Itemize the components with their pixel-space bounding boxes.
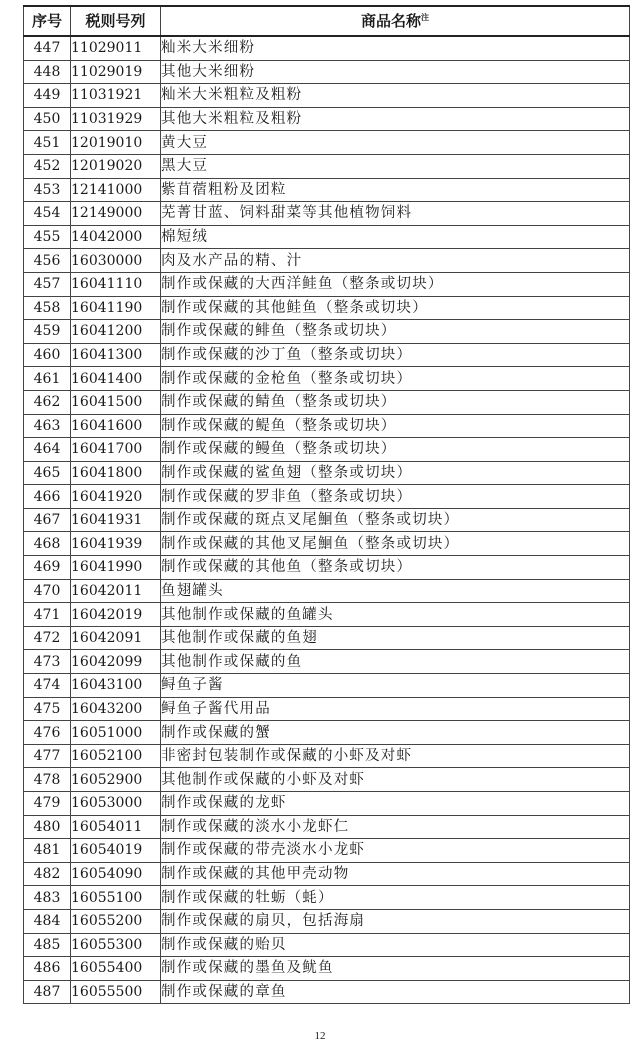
cell-commodity-name: 紫苜蓿粗粉及团粒: [161, 178, 630, 202]
table-row: [24, 154, 630, 178]
table-row: [24, 909, 630, 933]
cell-tariff-code: 16041920: [71, 485, 161, 509]
cell-tariff-code: 16055500: [71, 980, 161, 1004]
cell-tariff-code: 16054090: [71, 862, 161, 886]
cell-serial-number: 478: [24, 768, 71, 792]
cell-commodity-name: 非密封包装制作或保藏的小虾及对虾: [161, 744, 630, 768]
table-row: [24, 603, 630, 627]
cell-commodity-name: 制作或保藏的金枪鱼（整条或切块）: [161, 367, 630, 391]
cell-tariff-code: 12149000: [71, 202, 161, 226]
cell-commodity-name: 制作或保藏的牡蛎（蚝）: [161, 886, 630, 910]
cell-tariff-code: 16055200: [71, 909, 161, 933]
cell-serial-number: 484: [24, 909, 71, 933]
cell-tariff-code: 16041300: [71, 343, 161, 367]
cell-serial-number: 474: [24, 674, 71, 698]
cell-serial-number: 462: [24, 390, 71, 414]
table-row: [24, 650, 630, 674]
cell-commodity-name: 制作或保藏的墨鱼及鱿鱼: [161, 957, 630, 981]
cell-serial-number: 467: [24, 508, 71, 532]
header-serial-number: 序号: [24, 6, 71, 36]
cell-serial-number: 487: [24, 980, 71, 1004]
cell-tariff-code: 16042099: [71, 650, 161, 674]
cell-commodity-name: 制作或保藏的鲭鱼（整条或切块）: [161, 390, 630, 414]
cell-commodity-name: 制作或保藏的鳗鱼（整条或切块）: [161, 438, 630, 462]
cell-tariff-code: 16041800: [71, 461, 161, 485]
cell-serial-number: 475: [24, 697, 71, 721]
cell-tariff-code: 14042000: [71, 225, 161, 249]
cell-commodity-name: 其他制作或保藏的鱼翅: [161, 626, 630, 650]
cell-tariff-code: 16055300: [71, 933, 161, 957]
cell-tariff-code: 16043100: [71, 674, 161, 698]
cell-serial-number: 451: [24, 131, 71, 155]
cell-serial-number: 461: [24, 367, 71, 391]
cell-tariff-code: 12019020: [71, 154, 161, 178]
cell-commodity-name: 籼米大米细粉: [161, 36, 630, 60]
cell-serial-number: 453: [24, 178, 71, 202]
cell-commodity-name: 其他大米细粉: [161, 60, 630, 84]
table-row: [24, 508, 630, 532]
cell-tariff-code: 16041110: [71, 272, 161, 296]
table-row: [24, 202, 630, 226]
table-row: [24, 390, 630, 414]
cell-serial-number: 459: [24, 320, 71, 344]
cell-tariff-code: 11029019: [71, 60, 161, 84]
cell-tariff-code: 16052100: [71, 744, 161, 768]
cell-tariff-code: 16041500: [71, 390, 161, 414]
cell-tariff-code: 11031921: [71, 84, 161, 108]
table-row: [24, 532, 630, 556]
cell-commodity-name: 制作或保藏的其他鱼（整条或切块）: [161, 556, 630, 580]
table-row: [24, 131, 630, 155]
cell-commodity-name: 制作或保藏的罗非鱼（整条或切块）: [161, 485, 630, 509]
header-tariff-code: 税则号列: [71, 6, 161, 36]
table-row: [24, 697, 630, 721]
table-row: [24, 792, 630, 816]
table-row: [24, 272, 630, 296]
cell-serial-number: 469: [24, 556, 71, 580]
table-row: [24, 320, 630, 344]
cell-serial-number: 485: [24, 933, 71, 957]
table-header-row: [24, 6, 630, 36]
cell-commodity-name: 制作或保藏的其他叉尾鮰鱼（整条或切块）: [161, 532, 630, 556]
cell-serial-number: 468: [24, 532, 71, 556]
cell-tariff-code: 16042091: [71, 626, 161, 650]
cell-commodity-name: 其他制作或保藏的鱼罐头: [161, 603, 630, 627]
table-row: [24, 886, 630, 910]
cell-commodity-name: 制作或保藏的带壳淡水小龙虾: [161, 839, 630, 863]
cell-serial-number: 447: [24, 36, 71, 60]
cell-commodity-name: 其他制作或保藏的小虾及对虾: [161, 768, 630, 792]
table-row: [24, 343, 630, 367]
cell-commodity-name: 其他制作或保藏的鱼: [161, 650, 630, 674]
cell-tariff-code: 11031929: [71, 107, 161, 131]
cell-commodity-name: 制作或保藏的鲱鱼（整条或切块）: [161, 320, 630, 344]
cell-serial-number: 481: [24, 839, 71, 863]
cell-serial-number: 480: [24, 815, 71, 839]
cell-commodity-name: 棉短绒: [161, 225, 630, 249]
table-row: [24, 556, 630, 580]
cell-serial-number: 466: [24, 485, 71, 509]
cell-commodity-name: 鱼翅罐头: [161, 579, 630, 603]
table-row: [24, 862, 630, 886]
cell-serial-number: 452: [24, 154, 71, 178]
cell-serial-number: 463: [24, 414, 71, 438]
table-row: [24, 178, 630, 202]
cell-tariff-code: 16055100: [71, 886, 161, 910]
cell-commodity-name: 制作或保藏的贻贝: [161, 933, 630, 957]
table-row: [24, 744, 630, 768]
cell-serial-number: 483: [24, 886, 71, 910]
table-row: [24, 438, 630, 462]
header-commodity-name: [161, 6, 630, 36]
cell-serial-number: 456: [24, 249, 71, 273]
cell-tariff-code: 12141000: [71, 178, 161, 202]
cell-tariff-code: 16051000: [71, 721, 161, 745]
cell-serial-number: 458: [24, 296, 71, 320]
table-row: [24, 579, 630, 603]
cell-serial-number: 482: [24, 862, 71, 886]
cell-serial-number: 454: [24, 202, 71, 226]
table-row: [24, 249, 630, 273]
cell-tariff-code: 16041700: [71, 438, 161, 462]
cell-commodity-name: 肉及水产品的精、汁: [161, 249, 630, 273]
cell-tariff-code: 16055400: [71, 957, 161, 981]
cell-serial-number: 449: [24, 84, 71, 108]
cell-serial-number: 471: [24, 603, 71, 627]
header-note-mark: 注: [421, 13, 429, 22]
cell-tariff-code: 16053000: [71, 792, 161, 816]
cell-serial-number: 465: [24, 461, 71, 485]
cell-commodity-name: 制作或保藏的淡水小龙虾仁: [161, 815, 630, 839]
cell-serial-number: 473: [24, 650, 71, 674]
cell-tariff-code: 16041939: [71, 532, 161, 556]
cell-tariff-code: 16030000: [71, 249, 161, 273]
cell-tariff-code: 16052900: [71, 768, 161, 792]
cell-commodity-name: 芜菁甘蓝、饲料甜菜等其他植物饲料: [161, 202, 630, 226]
header-commodity-name-label: 商品名称: [360, 12, 421, 30]
cell-tariff-code: 16041600: [71, 414, 161, 438]
cell-commodity-name: 制作或保藏的扇贝，包括海扇: [161, 909, 630, 933]
cell-serial-number: 486: [24, 957, 71, 981]
cell-commodity-name: 黑大豆: [161, 154, 630, 178]
cell-tariff-code: 16041931: [71, 508, 161, 532]
cell-serial-number: 460: [24, 343, 71, 367]
cell-commodity-name: 其他大米粗粒及粗粉: [161, 107, 630, 131]
table-row: [24, 839, 630, 863]
cell-tariff-code: 16042019: [71, 603, 161, 627]
cell-commodity-name: 黄大豆: [161, 131, 630, 155]
table-row: [24, 36, 630, 60]
table-row: [24, 461, 630, 485]
cell-commodity-name: 制作或保藏的大西洋鲑鱼（整条或切块）: [161, 272, 630, 296]
cell-tariff-code: 16043200: [71, 697, 161, 721]
cell-commodity-name: 鲟鱼子酱: [161, 674, 630, 698]
cell-serial-number: 476: [24, 721, 71, 745]
cell-commodity-name: 制作或保藏的其他鲑鱼（整条或切块）: [161, 296, 630, 320]
cell-commodity-name: 制作或保藏的斑点叉尾鮰鱼（整条或切块）: [161, 508, 630, 532]
cell-tariff-code: 16041990: [71, 556, 161, 580]
cell-tariff-code: 12019010: [71, 131, 161, 155]
cell-serial-number: 450: [24, 107, 71, 131]
table-row: [24, 721, 630, 745]
table-row: [24, 980, 630, 1004]
cell-serial-number: 457: [24, 272, 71, 296]
cell-serial-number: 479: [24, 792, 71, 816]
cell-commodity-name: 制作或保藏的鳀鱼（整条或切块）: [161, 414, 630, 438]
cell-serial-number: 470: [24, 579, 71, 603]
cell-commodity-name: 籼米大米粗粒及粗粉: [161, 84, 630, 108]
table-row: [24, 485, 630, 509]
page-number: 12: [314, 1030, 326, 1042]
table-row: [24, 296, 630, 320]
table-row: [24, 414, 630, 438]
cell-commodity-name: 制作或保藏的章鱼: [161, 980, 630, 1004]
table-row: [24, 626, 630, 650]
cell-commodity-name: 制作或保藏的鲨鱼翅（整条或切块）: [161, 461, 630, 485]
table-row: [24, 768, 630, 792]
cell-commodity-name: 制作或保藏的蟹: [161, 721, 630, 745]
cell-tariff-code: 16054011: [71, 815, 161, 839]
table-row: [24, 933, 630, 957]
cell-tariff-code: 16054019: [71, 839, 161, 863]
table-row: [24, 815, 630, 839]
cell-serial-number: 472: [24, 626, 71, 650]
table-row: [24, 225, 630, 249]
tariff-table: [23, 5, 630, 1004]
table-body: [24, 36, 630, 1004]
cell-commodity-name: 制作或保藏的其他甲壳动物: [161, 862, 630, 886]
table-row: [24, 107, 630, 131]
table-row: [24, 60, 630, 84]
table-row: [24, 367, 630, 391]
cell-serial-number: 477: [24, 744, 71, 768]
cell-tariff-code: 16041400: [71, 367, 161, 391]
cell-commodity-name: 鲟鱼子酱代用品: [161, 697, 630, 721]
cell-commodity-name: 制作或保藏的龙虾: [161, 792, 630, 816]
cell-tariff-code: 16042011: [71, 579, 161, 603]
cell-commodity-name: 制作或保藏的沙丁鱼（整条或切块）: [161, 343, 630, 367]
cell-tariff-code: 16041200: [71, 320, 161, 344]
table-row: [24, 957, 630, 981]
cell-serial-number: 455: [24, 225, 71, 249]
cell-serial-number: 464: [24, 438, 71, 462]
table-row: [24, 84, 630, 108]
cell-tariff-code: 16041190: [71, 296, 161, 320]
cell-tariff-code: 11029011: [71, 36, 161, 60]
cell-serial-number: 448: [24, 60, 71, 84]
table-row: [24, 674, 630, 698]
